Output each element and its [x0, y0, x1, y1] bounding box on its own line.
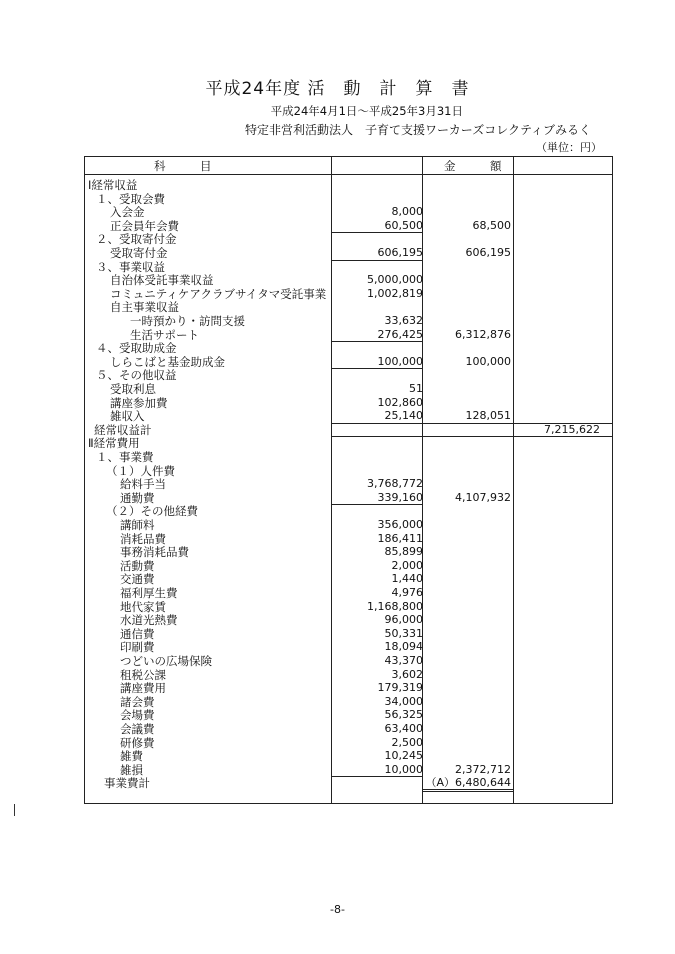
amount-cell-c1: 5,000,000: [367, 273, 423, 287]
row-label: 交通費: [120, 572, 155, 587]
amount-cell-c1: 96,000: [384, 613, 423, 627]
row-label: １、事業費: [96, 450, 154, 464]
amount-cell-c1: 100,000: [377, 354, 423, 368]
row-label: ５、その他収益: [96, 368, 177, 383]
amount-cell-c2: 2,372,712: [455, 762, 511, 776]
row-label: 生活サポート: [130, 327, 199, 342]
row-label: 印刷費: [120, 640, 155, 655]
row-label: 雑収入: [110, 409, 145, 424]
row-label: 受取寄付金: [110, 246, 168, 260]
subtotal-rule: [331, 260, 422, 261]
row-label: しらこばと基金助成金: [110, 354, 225, 369]
subtotal-rule: [331, 368, 422, 369]
amount-cell-c1: 56,325: [384, 708, 423, 722]
row-label: 雑損: [120, 762, 143, 777]
row-label: 諸会費: [120, 694, 155, 709]
column-divider-4: [612, 156, 613, 804]
row-label: Ⅱ経常費用: [88, 436, 140, 451]
amount-cell-c1: 25,140: [384, 409, 423, 423]
amount-cell-c2: 128,051: [465, 409, 511, 423]
amount-cell-c1: 18,094: [384, 640, 423, 654]
row-label: ３、事業収益: [96, 259, 165, 274]
column-header-amount: 金 額: [444, 159, 502, 173]
amount-cell-c1: 2,000: [391, 558, 423, 572]
row-label: 自治体受託事業収益: [110, 273, 214, 288]
amount-cell-c1: 85,899: [384, 545, 423, 559]
row-label: 講師料: [120, 518, 155, 532]
row-label: 経常収益計: [94, 422, 152, 437]
amount-cell-c2: 100,000: [465, 354, 511, 368]
row-label: （１）人件費: [106, 463, 175, 478]
margin-mark: [14, 804, 15, 816]
organization-name: 特定非営利活動法人 子育て支援ワーカーズコレクティブみるく: [245, 123, 591, 137]
amount-cell-c2: （A）6,480,644: [425, 776, 511, 790]
table-bottom-border: [84, 803, 612, 804]
page-title: 平成24年度 活 動 計 算 書: [205, 79, 470, 99]
total-rule: [331, 423, 612, 424]
amount-cell-c1: 43,370: [384, 654, 423, 667]
amount-cell-c1: 2,500: [391, 735, 423, 749]
row-label: 通勤費: [120, 490, 155, 505]
column-header-subject: 科 目: [154, 159, 212, 173]
row-label: 講座費用: [120, 681, 166, 696]
header-bottom-border: [84, 174, 612, 175]
row-label: 入会金: [110, 205, 145, 220]
amount-cell-c1: 3,768,772: [367, 477, 423, 491]
amount-cell-c1: 179,319: [377, 681, 423, 695]
amount-cell-c1: 606,195: [377, 246, 423, 259]
amount-cell-c1: 63,400: [384, 722, 423, 735]
amount-cell-c1: 33,632: [384, 314, 423, 327]
total-rule: [422, 791, 513, 792]
total-rule: [422, 789, 513, 790]
row-label: 正会員年会費: [110, 218, 179, 233]
subtotal-rule: [331, 341, 422, 342]
row-label: コミュニティケアクラブサイタマ受託事業: [110, 286, 327, 301]
total-rule: [331, 436, 612, 437]
amount-cell-c1: 1,440: [391, 572, 423, 586]
amount-cell-c1: 339,160: [377, 490, 423, 504]
row-label: 研修費: [120, 735, 155, 750]
amount-cell-c2: 68,500: [472, 218, 511, 232]
row-label: （２）その他経費: [106, 504, 198, 519]
row-label: 福利厚生費: [120, 586, 178, 600]
amount-cell-c3: 7,215,622: [544, 422, 600, 436]
amount-cell-c1: 102,860: [377, 395, 423, 409]
row-label: ４、受取助成金: [96, 341, 177, 356]
page-number: -8-: [330, 903, 345, 916]
amount-cell-c2: 4,107,932: [455, 490, 511, 504]
row-label: Ⅰ経常収益: [88, 178, 138, 192]
row-label: １、受取会費: [96, 191, 165, 206]
row-label: 雑費: [120, 749, 143, 764]
amount-cell-c1: 34,000: [384, 694, 423, 708]
row-label: 給料手当: [120, 477, 166, 492]
amount-cell-c1: 10,000: [384, 762, 423, 776]
unit-label: （単位：円）: [536, 141, 602, 154]
table-top-border: [84, 156, 612, 157]
amount-cell-c2: 606,195: [465, 246, 511, 259]
row-label: 会場費: [120, 708, 155, 723]
row-label: 活動費: [120, 558, 155, 573]
row-label: 水道光熱費: [120, 613, 178, 628]
activity-statement-table: [84, 156, 612, 804]
row-label: 租税公課: [120, 667, 166, 682]
row-label: 一時預かり・訪問支援: [130, 314, 245, 328]
amount-cell-c1: 186,411: [377, 531, 423, 545]
amount-cell-c1: 1,002,819: [367, 286, 423, 300]
row-label: つどいの広場保険: [120, 654, 212, 668]
amount-cell-c1: 51: [409, 382, 423, 395]
row-label: 消耗品費: [120, 531, 166, 546]
column-divider-3: [513, 156, 514, 804]
subtotal-rule: [331, 232, 422, 233]
column-divider-0: [84, 156, 85, 804]
fiscal-period: 平成24年4月1日～平成25年3月31日: [270, 104, 463, 118]
amount-cell-c1: 1,168,800: [367, 599, 423, 613]
amount-cell-c1: 3,602: [391, 667, 423, 681]
amount-cell-c1: 50,331: [384, 626, 423, 640]
row-label: 受取利息: [110, 382, 156, 396]
column-divider-1: [331, 156, 332, 804]
subtotal-rule: [331, 504, 422, 505]
amount-cell-c1: 356,000: [377, 518, 423, 531]
amount-cell-c1: 4,976: [391, 586, 423, 599]
amount-cell-c1: 60,500: [384, 218, 423, 232]
amount-cell-c2: 6,312,876: [455, 327, 511, 341]
row-label: 自主事業収益: [110, 300, 179, 315]
row-label: 地代家賃: [120, 599, 166, 614]
row-label: 会議費: [120, 722, 155, 736]
row-label: ２、受取寄付金: [96, 232, 177, 247]
row-label: 通信費: [120, 626, 155, 641]
amount-cell-c1: 10,245: [384, 749, 423, 763]
row-label: 講座参加費: [110, 395, 168, 410]
amount-cell-c1: 8,000: [391, 205, 423, 219]
amount-cell-c1: 276,425: [377, 327, 423, 341]
row-label: 事業費計: [104, 776, 150, 791]
row-label: 事務消耗品費: [120, 545, 189, 560]
subtotal-rule: [331, 776, 422, 777]
